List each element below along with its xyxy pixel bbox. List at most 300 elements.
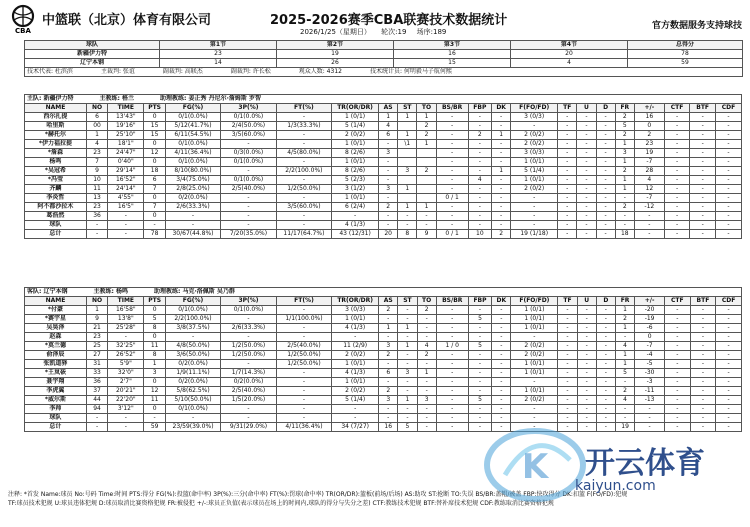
stat-header-cell: CTF [664,104,690,113]
quarter-score: 78 [628,50,743,59]
stat-cell [417,194,436,203]
stat-cell: - [690,194,716,203]
stat-cell: - [558,360,577,369]
stat-cell: 2/8(25.0%) [165,185,220,194]
stat-cell: - [276,378,331,387]
stat-cell: - [715,212,741,221]
official-entry: 副裁判: 高联杰 [162,68,203,76]
player-row [25,387,742,396]
stat-cell: - [615,378,634,387]
stat-cell: - [86,230,107,239]
stat-cell: - [417,324,436,333]
stat-cell: - [615,212,634,221]
stat-cell: 1/2(50.0%) [276,185,331,194]
stat-cell: - [577,113,596,122]
stat-cell: 4 (1/3) [332,221,379,230]
stat-cell: - [596,158,615,167]
stat-cell: - [615,221,634,230]
stat-cell: 2'7" [108,378,144,387]
game-number: 场序:189 [416,28,447,36]
stat-cell: - [665,315,691,324]
quarter-score: 20 [511,50,628,59]
stat-cell: - [436,176,468,185]
stat-header-cell: BTF [690,297,716,306]
stat-cell: - [492,176,511,185]
stat-cell: - [665,423,691,432]
team-info-entry: 主队: 新疆伊力特 [27,95,74,103]
stat-cell: - [577,149,596,158]
stat-cell: - [577,185,596,194]
stat-cell: - [596,378,615,387]
stat-cell: - [690,342,716,351]
stat-header-cell: 3P(%) [221,297,276,306]
stat-cell: 1 (0/1) [332,378,379,387]
stat-cell: -5 [635,360,665,369]
stat-cell: - [511,194,558,203]
player-row [25,167,742,176]
stat-cell: - [558,140,577,149]
stat-cell: - [716,387,742,396]
stat-cell: - [715,176,741,185]
stat-cell: - [577,221,596,230]
player-row [25,351,742,360]
stat-cell: - [436,185,468,194]
stat-cell: - [436,149,468,158]
player-name: 西尔扎提 [25,113,87,122]
stat-cell: - [558,387,577,396]
stat-cell: 0 [144,194,165,203]
stat-cell: - [716,324,742,333]
stat-cell: 1/2(50.0%) [221,342,276,351]
stat-cell: - [634,230,664,239]
stat-cell: - [468,387,491,396]
stat-cell: - [596,185,615,194]
stat-cell: 2 (0/2) [511,342,558,351]
stat-cell: 2 (0/2) [332,131,379,140]
quarter-score: 59 [628,59,743,68]
stat-header-cell: AS [379,104,398,113]
stat-cell: 2 (0/2) [511,396,558,405]
stat-cell: - [716,315,742,324]
stat-header-cell: TO [417,297,436,306]
stat-cell: - [690,351,716,360]
stat-cell: - [511,378,558,387]
stat-cell: - [221,315,276,324]
stat-cell: - [577,176,596,185]
stat-cell: 21 [86,324,107,333]
stat-cell: 2 [615,113,634,122]
stat-cell: - [596,360,615,369]
stat-cell: 2 [417,167,436,176]
game-meta [300,27,454,37]
stat-cell: - [715,122,741,131]
stat-cell: - [511,405,558,414]
stat-cell: - [596,369,615,378]
stat-cell: - [492,149,511,158]
stat-cell: 0/1(0.0%) [221,113,276,122]
player-row [25,306,742,315]
team-info-row [25,288,742,297]
stat-cell: 4 [86,140,107,149]
stat-header-cell: PTS [144,297,165,306]
stat-cell: - [577,131,596,140]
stat-cell: 1 (0/1) [332,194,379,203]
stat-cell: -13 [635,396,665,405]
stat-cell: - [468,306,491,315]
stat-cell: - [577,360,596,369]
player-name: 总计 [25,423,87,432]
stat-cell: 4 [634,176,664,185]
stat-cell: - [665,360,691,369]
player-name: 葛浩然 [25,212,87,221]
stat-cell: 5 [468,342,491,351]
stat-cell: 4 (1/3) [332,324,379,333]
stat-cell: 0/1(0.0%) [221,306,276,315]
stat-cell: 1/2(50.0%) [276,360,331,369]
stat-cell: - [596,176,615,185]
stat-cell: 1 [615,140,634,149]
stat-cell: 78 [144,230,165,239]
stat-cell: - [468,369,491,378]
stat-cell: - [690,158,716,167]
stat-cell: 2/6(33.3%) [221,324,276,333]
stat-cell: - [577,167,596,176]
stat-cell: - [716,369,742,378]
stat-cell: 9 [86,315,107,324]
stat-cell: 2/5(40.0%) [276,342,331,351]
stat-header-cell: BTF [690,104,716,113]
stat-cell: -12 [634,203,664,212]
stat-cell: 0 [144,158,165,167]
stat-cell: - [665,342,691,351]
stat-cell: - [511,414,558,423]
stat-cell: \1 [398,140,417,149]
stat-cell: 0/1(0.0%) [165,140,220,149]
stat-cell: - [558,351,577,360]
stat-cell: - [417,333,436,342]
stat-cell: - [511,122,558,131]
stat-cell: - [492,387,511,396]
stat-cell: 0/1(0.0%) [165,405,220,414]
stat-cell: 2 (0/2) [332,351,379,360]
stat-cell: 18 [144,167,165,176]
player-row [25,185,742,194]
stat-cell: 11 (2/9) [332,342,379,351]
stat-cell: 2 (0/2) [511,185,558,194]
stat-cell: - [492,414,511,423]
stat-cell: 5 (1/4) [332,396,379,405]
stat-cell: - [635,405,665,414]
stat-cell: - [558,414,577,423]
stat-cell: 1 [398,396,417,405]
stat-cell [398,149,417,158]
stat-cell: - [436,360,468,369]
stat-cell: - [690,324,716,333]
stat-cell: 5 [468,315,491,324]
stat-cell: - [558,423,577,432]
stat-cell: - [715,158,741,167]
stat-cell: - [398,333,417,342]
stat-cell: - [221,167,276,176]
stat-cell: - [577,414,596,423]
stat-cell: - [332,333,379,342]
stat-cell: - [108,230,144,239]
stat-cell: - [221,414,276,423]
stat-cell: - [690,203,716,212]
stat-cell: - [596,423,615,432]
stat-cell: - [436,387,468,396]
stat-cell: 0/2(0.0%) [221,378,276,387]
stat-cell: - [596,113,615,122]
stat-cell: -11 [635,387,665,396]
player-row [25,378,742,387]
stat-cell: - [665,387,691,396]
stat-cell: - [436,167,468,176]
stat-cell: - [690,315,716,324]
stat-cell: - [468,221,491,230]
scoreboard-header-cell: 球队 [25,41,160,50]
stat-cell: - [558,113,577,122]
stat-cell: 32'25" [108,342,144,351]
stat-header-cell: CDF [716,297,742,306]
stat-cell: - [379,360,398,369]
stat-cell: - [690,423,716,432]
stat-cell: 1 [144,360,165,369]
stat-cell: - [276,405,331,414]
stat-cell: 4/11(36.4%) [276,423,331,432]
stat-cell: - [398,315,417,324]
stat-cell: 2 [417,122,436,131]
stat-cell: 5 (1/4) [332,122,379,131]
stat-cell: 2/5(40.0%) [221,387,276,396]
stat-cell: 16'52" [108,176,144,185]
stat-cell: - [596,342,615,351]
stat-cell: 6 (2/4) [332,203,379,212]
player-name: 张凯道驿 [25,360,87,369]
stat-cell: - [417,315,436,324]
stat-cell: 2 [615,203,634,212]
stat-cell: 3 (0/3) [332,306,379,315]
stat-cell: 1/1(100.0%) [276,315,331,324]
player-name: 俞泽辰 [25,351,87,360]
stat-header-cell: NAME [25,104,87,113]
player-row [25,122,742,131]
stat-cell: - [690,221,716,230]
stat-cell: - [379,167,398,176]
stat-cell: - [468,194,491,203]
quarter-score: 23 [160,50,277,59]
stat-cell: - [436,131,468,140]
stat-cell: - [665,405,691,414]
player-name: 哈里斯 [25,122,87,131]
stat-cell: - [715,221,741,230]
stat-cell: - [596,387,615,396]
stat-cell: - [558,212,577,221]
stat-cell: - [492,405,511,414]
stat-cell: - [511,212,558,221]
stat-header-cell: BS/BR [436,104,468,113]
stat-cell: 4'55" [108,194,144,203]
stat-cell: - [492,333,511,342]
stat-cell: - [468,140,491,149]
stat-cell: 5/12(41.7%) [165,122,220,131]
player-name: *付豪 [25,306,87,315]
stat-cell: - [492,122,511,131]
player-name: 李帅 [25,405,87,414]
stat-cell: - [664,221,690,230]
stat-cell: - [468,212,491,221]
stat-cell: 11 [86,185,107,194]
player-name: *赛宇星 [25,315,87,324]
stat-cell: -20 [635,306,665,315]
stat-cell: 13'43" [108,113,144,122]
stat-cell: 4 [615,342,634,351]
svg-text:CBA: CBA [15,27,31,34]
player-name: 李虎翼 [25,387,87,396]
stat-cell: 0/3(0.0%) [221,149,276,158]
stat-header-cell: FBP [468,104,491,113]
player-name: *吴冠希 [25,167,87,176]
stat-cell: -7 [634,194,664,203]
stat-cell: - [664,122,690,131]
stat-cell: 13 [86,194,107,203]
stat-cell: - [558,149,577,158]
stat-cell: 7 [86,158,107,167]
stat-cell: - [436,122,468,131]
stat-cell: 59 [144,423,165,432]
stat-cell: 3/4(75.0%) [165,176,220,185]
stat-cell: 2 [615,315,634,324]
player-row [25,333,742,342]
stat-cell: 5 [398,423,417,432]
stat-cell: 3 [398,167,417,176]
stat-cell: - [664,131,690,140]
stat-cell: - [596,333,615,342]
stat-cell: 5/10(50.0%) [165,396,220,405]
stat-cell: - [577,315,596,324]
stat-cell: 33 [86,369,107,378]
stat-cell: 9 [86,167,107,176]
stat-cell: - [221,203,276,212]
stat-cell [417,185,436,194]
stat-cell: 0/1(0.0%) [165,306,220,315]
stat-cell: - [716,423,742,432]
stat-cell: - [144,221,165,230]
stat-cell: - [558,306,577,315]
stat-header-cell: FR [615,104,634,113]
scoreboard-table [24,40,743,77]
stat-cell: 24'47" [108,149,144,158]
stat-cell: 3 (0/3) [511,149,558,158]
stat-cell: 10 [86,176,107,185]
stat-cell: 19 (1/18) [511,230,558,239]
stat-cell: - [492,369,511,378]
stat-cell: 5 [615,122,634,131]
stat-cell: - [615,194,634,203]
stat-cell: - [492,423,511,432]
stat-cell: - [468,113,491,122]
team-info-cell [25,288,742,297]
player-row [25,194,742,203]
stat-cell: - [690,230,716,239]
stat-cell: - [468,423,491,432]
stat-cell: 1 (0/1) [332,140,379,149]
stat-header-cell: FG(%) [165,297,220,306]
stat-cell: - [558,396,577,405]
stat-cell: - [468,351,491,360]
stat-cell: 0/2(0.0%) [165,194,220,203]
stat-cell: 2/5(40.0%) [221,185,276,194]
stat-cell: - [664,140,690,149]
stat-cell: 4 [615,396,634,405]
stat-cell: 3'12" [108,405,144,414]
stat-cell: - [596,149,615,158]
stat-cell: 1 [615,360,634,369]
stat-cell: - [417,423,436,432]
stat-cell: 1 [615,324,634,333]
stat-cell: 1 (0/1) [511,360,558,369]
stat-header-cell: FT(%) [276,297,331,306]
stat-header-cell: AS [379,297,398,306]
stat-cell: 3/5(60.0%) [276,203,331,212]
stat-cell: 25 [86,342,107,351]
stat-cell: 16 [634,113,664,122]
stat-cell: - [690,185,716,194]
stat-cell: 1 (0/1) [332,113,379,122]
stat-cell: 23 [86,203,107,212]
stat-cell: - [276,414,331,423]
stat-cell: - [436,369,468,378]
stat-header-cell: FT(%) [276,104,331,113]
stat-cell: - [379,212,398,221]
data-partner: 官方数据服务支持球技 [651,21,742,31]
stat-cell: - [398,405,417,414]
stat-cell: - [577,140,596,149]
stat-cell: - [332,414,379,423]
stat-cell: - [577,351,596,360]
stat-cell: - [379,414,398,423]
stat-cell: 15 [144,131,165,140]
stat-cell: - [276,333,331,342]
stat-cell: - [468,167,491,176]
stat-cell: - [577,423,596,432]
stat-cell: - [596,167,615,176]
stat-cell: 2 (0/2) [332,387,379,396]
stat-cell: 1 (0/1) [511,315,558,324]
stat-cell: - [511,221,558,230]
stat-cell: 3 [379,185,398,194]
stat-cell: - [596,324,615,333]
stat-cell: - [468,185,491,194]
stat-cell: - [436,113,468,122]
stat-cell: - [558,131,577,140]
stat-header-cell: TIME [108,297,144,306]
stat-header-cell: +/- [634,104,664,113]
stat-cell: 26'52" [108,351,144,360]
stat-cell: - [558,369,577,378]
stat-cell: - [276,140,331,149]
stat-cell: - [690,306,716,315]
stat-cell: 3 [417,396,436,405]
sheet-title: 2025-2026赛季CBA联赛技术数据统计 [270,13,508,28]
stat-cell: 24'14" [108,185,144,194]
stat-cell: - [86,221,107,230]
stat-cell: 3 [144,369,165,378]
stat-header-cell: 3P(%) [221,104,276,113]
officials-row [25,68,743,77]
stat-cell: 0 [144,405,165,414]
stat-cell: 1 (0/1) [332,360,379,369]
